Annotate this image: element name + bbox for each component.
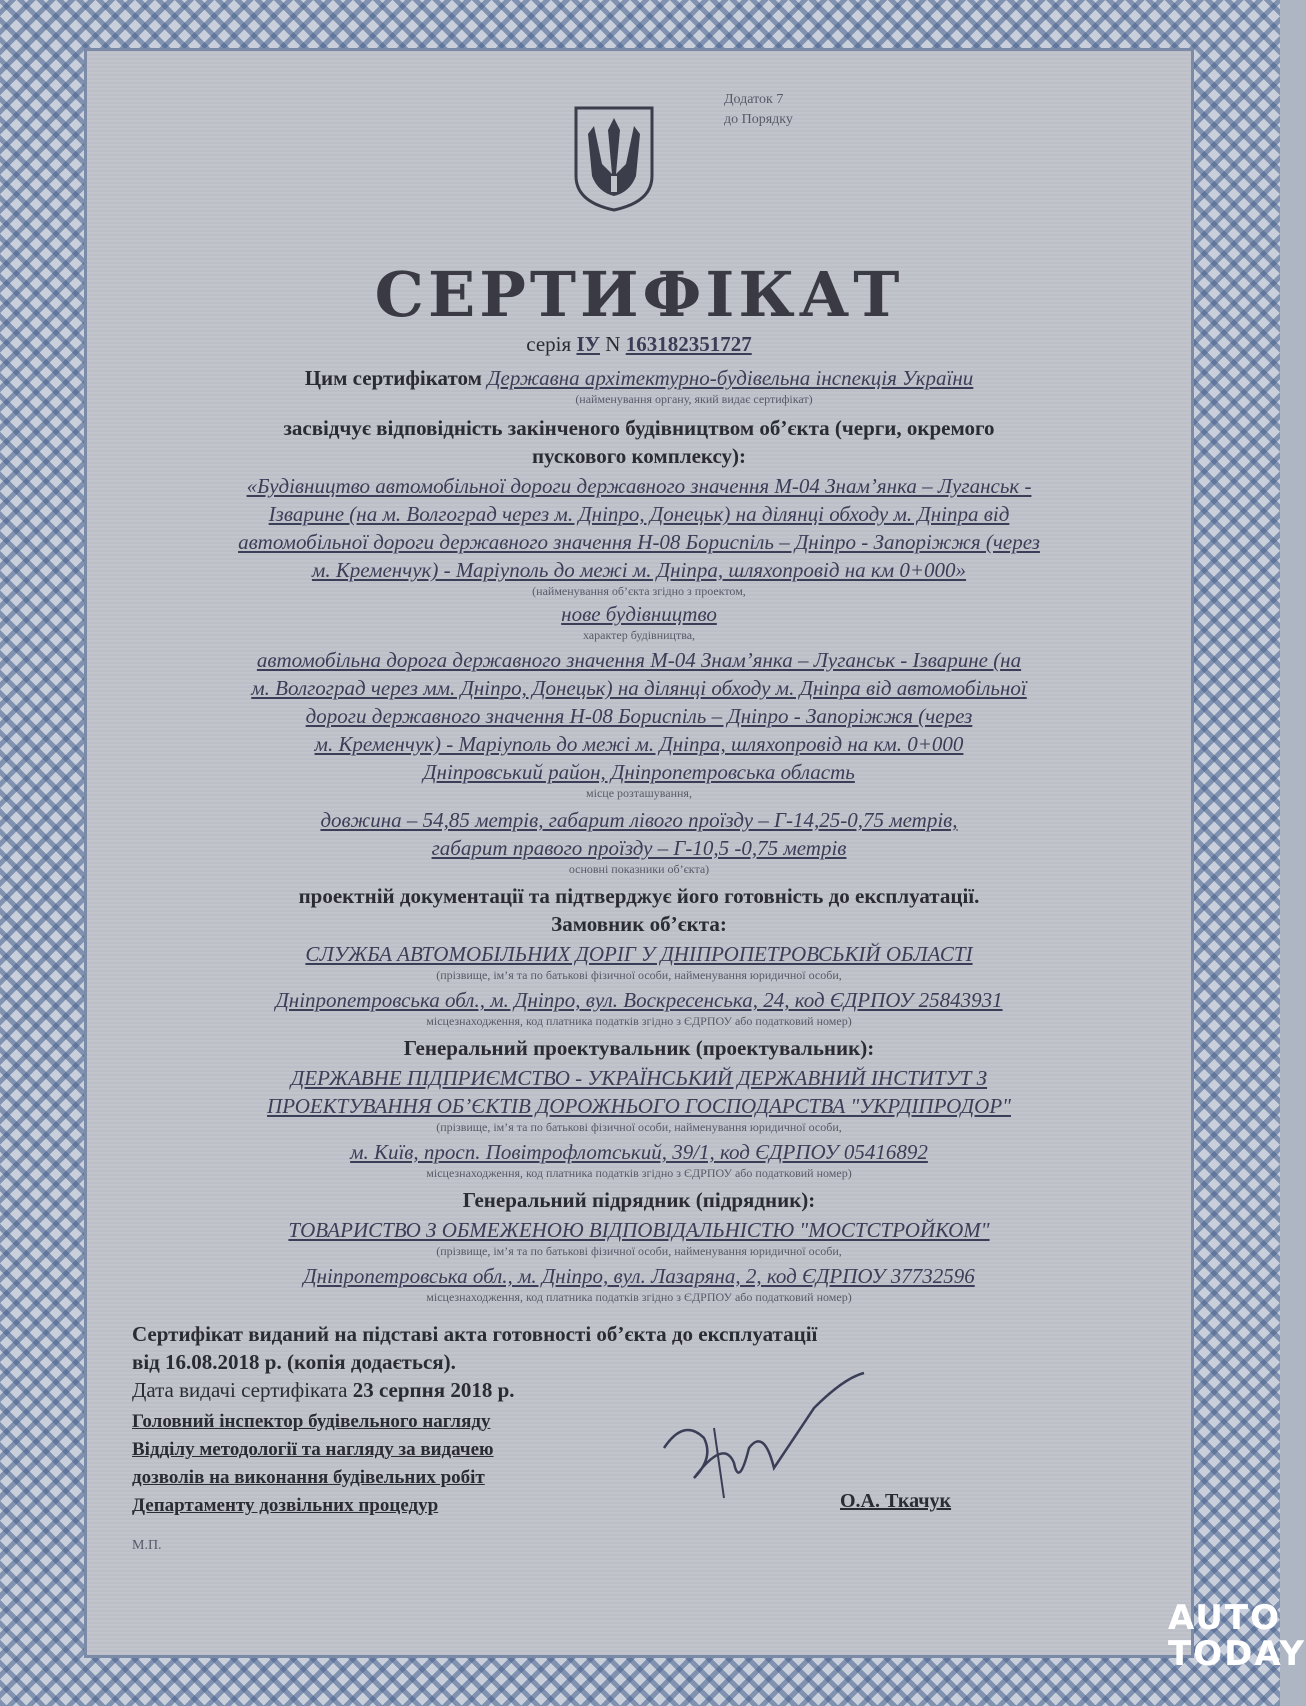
object-caption: (найменування об’єкта згідно з проектом,	[532, 584, 746, 598]
location-line-5: Дніпровський район, Дніпропетровська область	[423, 760, 855, 784]
annex-line-1: Додаток 7	[724, 92, 784, 107]
series-number: 163182351727	[625, 332, 752, 356]
autotoday-watermark	[1168, 1600, 1306, 1672]
designer-heading: Генеральний проектувальник (проектувальник):	[403, 1036, 875, 1060]
basis-line-2: від 16.08.2018 р. (копія додається).	[132, 1350, 456, 1374]
page-title: СЕРТИФІКАТ	[374, 258, 904, 331]
location-line-4: м. Кременчук) - Маріуполь до межі м. Дніпра, шляхопровід на км. 0+000	[314, 732, 964, 756]
basis-line-1: Сертифікат виданий на підставі акта готовності об’єкта до експлуатації	[132, 1322, 818, 1346]
issue-date-label: Дата видачі сертифіката	[132, 1378, 348, 1402]
object-line-1: «Будівництво автомобільної дороги державного значення М-04 Знам’янка – Луганськ -	[246, 474, 1032, 498]
contractor-name: ТОВАРИСТВО З ОБМЕЖЕНОЮ ВІДПОВІДАЛЬНІСТЮ "МОСТСТРОЙКОМ"	[288, 1218, 990, 1242]
contractor-name-caption: (прізвище, ім’я та по батькові фізичної особи, найменування юридичної особи,	[436, 1244, 842, 1258]
designer-name-caption: (прізвище, ім’я та по батькові фізичної особи, найменування юридичної особи,	[436, 1120, 842, 1134]
signer-line-3: дозволів на виконання будівельних робіт	[132, 1467, 485, 1488]
intro-line-2: пускового комплексу):	[531, 444, 747, 468]
issuer-caption: (найменування органу, який видає сертифікат)	[575, 392, 813, 406]
location-line-2: м. Волгоград через мм. Дніпро, Донецьк) на ділянці обходу м. Дніпра від автомобільної	[251, 676, 1027, 700]
series-line	[84, 330, 1194, 358]
series-value: ІУ	[576, 332, 601, 356]
trident-coat-of-arms-icon	[572, 104, 656, 214]
designer-address: м. Київ, просп. Повітрофлотський, 39/1, код ЄДРПОУ 05416892	[350, 1140, 928, 1164]
customer-address-caption: місцезнаходження, код платника податків згідно з ЄДРПОУ або податковий номер)	[426, 1014, 852, 1028]
location-line-1: автомобільна дорога державного значення М-04 Знам’янка – Луганськ - Ізварине (на	[256, 648, 1022, 672]
annex-line-2: до Порядку	[724, 112, 793, 127]
watermark-line-1: AUTO	[1168, 1598, 1281, 1638]
issue-date-value: 23 серпня 2018 р.	[352, 1378, 515, 1402]
stamp-label: М.П.	[132, 1538, 162, 1553]
series-number-label: N	[605, 332, 621, 356]
object-line-4: м. Кременчук) - Маріуполь до межі м. Дніпра, шляхопровід на км 0+000»	[311, 558, 967, 582]
watermark-line-2: TODAY	[1168, 1634, 1306, 1674]
customer-name: СЛУЖБА АВТОМОБІЛЬНИХ ДОРІГ У ДНІПРОПЕТРОВСЬКІЙ ОБЛАСТІ	[305, 942, 973, 966]
issuer-line	[84, 364, 1194, 392]
indicators-line-1: довжина – 54,85 метрів, габарит лівого проїзду – Г-14,25-0,75 метрів,	[320, 808, 958, 832]
location-line-3: дороги державного значення Н-08 Бориспіль – Дніпро - Запоріжжя (через	[305, 704, 973, 728]
contractor-address: Дніпропетровська обл., м. Дніпро, вул. Лазаряна, 2, код ЄДРПОУ 37732596	[303, 1264, 975, 1288]
issuer-name: Державна архітектурно-будівельна інспекція України	[487, 366, 974, 390]
object-line-3: автомобільної дороги державного значення Н-08 Бориспіль – Дніпро - Запоріжжя (через	[238, 530, 1040, 554]
annex-note	[724, 90, 793, 130]
issuer-prefix: Цим сертифікатом	[304, 366, 482, 390]
object-line-2: Ізварине (на м. Волгоград через м. Дніпро, Донецьк) на ділянці обходу м. Дніпра від	[268, 502, 1010, 526]
construction-caption: характер будівництва,	[582, 628, 696, 642]
contractor-address-caption: місцезнаходження, код платника податків згідно з ЄДРПОУ або податковий номер)	[426, 1290, 852, 1304]
readiness-statement: проектній документації та підтверджує його готовність до експлуатації.	[298, 884, 980, 908]
designer-address-caption: місцезнаходження, код платника податків згідно з ЄДРПОУ або податковий номер)	[426, 1166, 852, 1180]
certificate-paper	[84, 48, 1194, 1658]
construction-value: нове будівництво	[561, 602, 717, 626]
signer-line-2: Відділу методології та нагляду за видачею	[132, 1439, 494, 1460]
series-label: серія	[526, 332, 572, 356]
signer-line-4: Департаменту дозвільних процедур	[132, 1495, 439, 1516]
signer-position	[132, 1408, 494, 1520]
designer-line-1: ДЕРЖАВНЕ ПІДПРИЄМСТВО - УКРАЇНСЬКИЙ ДЕРЖАВНИЙ ІНСТИТУТ З	[290, 1066, 988, 1090]
customer-name-caption: (прізвище, ім’я та по батькові фізичної особи, найменування юридичної особи,	[436, 968, 842, 982]
designer-line-2: ПРОЕКТУВАННЯ ОБ’ЄКТІВ ДОРОЖНЬОГО ГОСПОДАРСТВА "УКРДІПРОДОР"	[267, 1094, 1011, 1118]
indicators-line-2: габарит правого проїзду – Г-10,5 -0,75 метрів	[431, 836, 847, 860]
signer-line-1: Головний інспектор будівельного нагляду	[132, 1411, 491, 1432]
intro-line-1: засвідчує відповідність закінченого будівництвом об’єкта (черги, окремого	[283, 416, 995, 440]
issue-date-line	[132, 1376, 515, 1404]
indicators-caption: основні показники об’єкта)	[568, 862, 710, 876]
signer-name: О.А. Ткачук	[840, 1490, 952, 1512]
customer-heading: Замовник об’єкта:	[551, 912, 727, 936]
contractor-heading: Генеральний підрядник (підрядник):	[462, 1188, 816, 1212]
customer-address: Дніпропетровська обл., м. Дніпро, вул. Воскресенська, 24, код ЄДРПОУ 25843931	[275, 988, 1003, 1012]
location-caption: місце розташування,	[586, 786, 692, 800]
